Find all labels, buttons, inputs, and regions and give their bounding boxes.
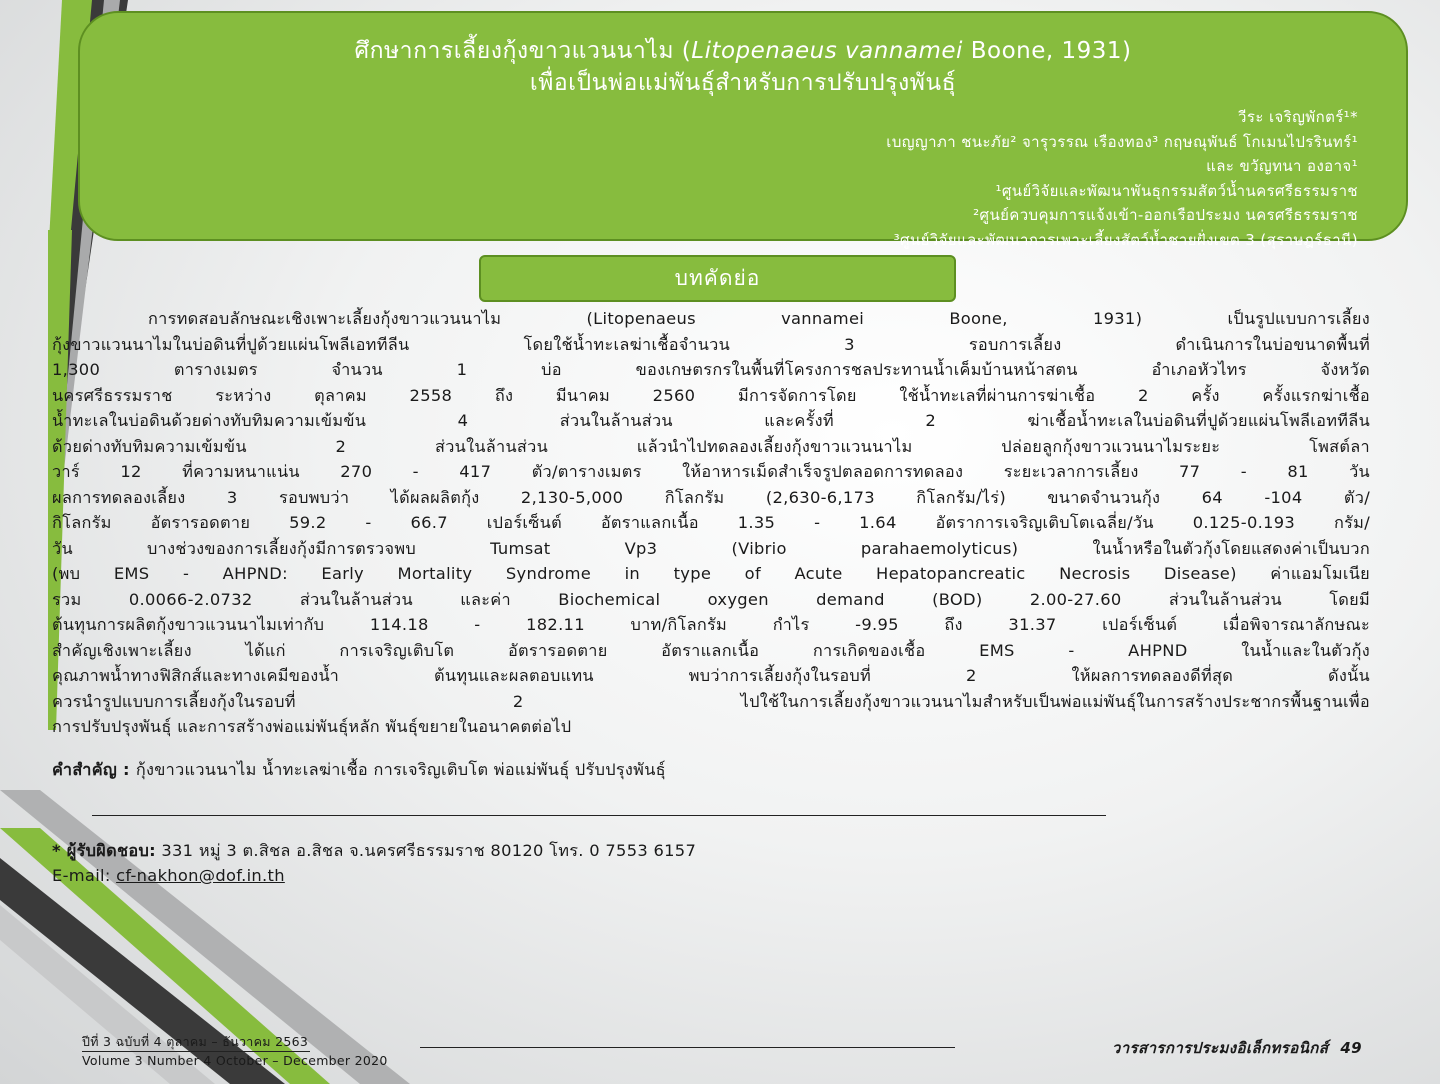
abstract-line: ผลการทดลองเลี้ยง 3 รอบพบว่า ได้ผลผลิตกุ้ง 2,130-5,000 กิโลกรัม (2,630-6,173 กิโลกรัม/ไร่) ขนาดจำนวนกุ้ง 64 -104 ตัว/: [52, 487, 1370, 507]
affiliation-line: ³ศูนย์วิจัยและพัฒนาการเพาะเลี้ยงสัตว์น้ำชายฝั่งเขต 3 (สุราษฎร์ธานี): [893, 230, 1358, 249]
author-line: วีระ เจริญพักตร์¹*: [1238, 108, 1358, 126]
affiliation-line: ²ศูนย์ควบคุมการแจ้งเข้า-ออกเรือประมง นครศรีธรรมราช: [973, 206, 1358, 224]
keywords: [52, 757, 666, 783]
correspondence-email-line: [52, 863, 696, 888]
title-line-1: [80, 33, 1406, 69]
abstract-line: กิโลกรัม อัตรารอดตาย 59.2 - 66.7 เปอร์เซ็นต์ อัตราแลกเนื้อ 1.35 - 1.64 อัตราการเจริญเติบโตเฉลี่ย/วัน 0.125-0.193 กรัม/: [52, 513, 1370, 532]
correspondence-address-line: [52, 838, 696, 863]
abstract-line: การปรับปรุงพันธุ์ และการสร้างพ่อแม่พันธุ์หลัก พันธุ์ขยายในอนาคตต่อไป: [52, 717, 572, 736]
title-authority: Boone, 1931): [962, 38, 1132, 64]
email-link[interactable]: cf-nakhon@dof.in.th: [116, 866, 285, 885]
abstract-line: น้ำทะเลในบ่อดินด้วยด่างทับทิมความเข้มข้น 4 ส่วนในล้านส่วน และครั้งที่ 2 ฆ่าเชื้อน้ำทะเลในบ่อดินที่ปูด้วยแผ่นโพลีเอททีลีน: [52, 411, 1370, 430]
abstract-line: การทดสอบลักษณะเชิงเพาะเลี้ยงกุ้งขาวแวนนาไม (Litopenaeus vannamei Boone, 1931) เป็นรูปแบบการเลี้ยง: [148, 309, 1370, 328]
title-line-2: เพื่อเป็นพ่อแม่พันธุ์สำหรับการปรับปรุงพันธุ์: [529, 70, 957, 96]
keywords-text: กุ้งขาวแวนนาไม น้ำทะเลฆ่าเชื้อ การเจริญเติบโต พ่อแม่พันธุ์ ปรับปรุงพันธุ์: [135, 760, 666, 779]
title-box: [78, 11, 1408, 249]
keywords-label: คำสำคัญ :: [52, 760, 136, 779]
email-label: E-mail:: [52, 866, 117, 885]
abstract-line: (พบ EMS - AHPND: Early Mortality Syndrome in type of Acute Hepatopancreatic Necrosis Disease) ค่าแอมโมเนีย: [52, 564, 1370, 583]
abstract-line: 1,300 ตารางเมตร จำนวน 1 บ่อ ของเกษตรกรในพื้นที่โครงการชลประทานน้ำเค็มบ้านหน้าสตน อำเภอหัวไทร จังหวัด: [52, 360, 1370, 379]
author-list: [886, 105, 1358, 252]
abstract-line: วัน บางช่วงของการเลี้ยงกุ้งมีการตรวจพบ Tumsat Vp3 (Vibrio parahaemolyticus) ในน้ำหรือในตัวกุ้งโดยแสดงค่าเป็นบวก: [52, 538, 1370, 558]
footer-english-issue: Volume 3 Number 4 October – December 2020: [82, 1053, 388, 1068]
correspondence-address: 331 หมู่ 3 ต.สิชล อ.สิชล จ.นครศรีธรรมราช 80120 โทร. 0 7553 6157: [155, 841, 697, 860]
abstract-line: ต้นทุนการผลิตกุ้งขาวแวนนาไมเท่ากับ 114.18 - 182.11 บาท/กิโลกรัม กำไร -9.95 ถึง 31.37 เปอร์เซ็นต์ เมื่อพิจารณาลักษณะ: [52, 615, 1370, 634]
abstract-line: รวม 0.0066-2.0732 ส่วนในล้านส่วน และค่า Biochemical oxygen demand (BOD) 2.00-27.60 ส่วนในล้านส่วน โดยมี: [52, 589, 1370, 609]
correspondence-label: * ผู้รับผิดชอบ:: [52, 841, 156, 860]
footer-issue: [82, 1033, 388, 1070]
footer-journal: [1112, 1036, 1362, 1060]
affiliation-line: ¹ศูนย์วิจัยและพัฒนาพันธุกรรมสัตว์น้ำนครศรีธรรมราช: [995, 181, 1358, 200]
page-number: 49: [1340, 1039, 1362, 1057]
title-scientific-name: Litopenaeus vannamei: [691, 38, 963, 64]
author-line: และ ขวัญทนา องอาจ¹: [1206, 157, 1358, 175]
abstract-body: [52, 306, 1370, 740]
footer-rule: [420, 1047, 955, 1048]
abstract-line: กุ้งขาวแวนนาไมในบ่อดินที่ปูด้วยแผ่นโพลีเอททีลีน โดยใช้น้ำทะเลฆ่าเชื้อจำนวน 3 รอบการเลี้ยง ดำเนินการในบ่อขนาดพื้นที่: [52, 334, 1370, 354]
abstract-line: นครศรีธรรมราช ระหว่าง ตุลาคม 2558 ถึง มีนาคม 2560 มีการจัดการโดย ใช้น้ำทะเลที่ผ่านการฆ่าเชื้อ 2 ครั้ง ครั้งแรกฆ่าเชื้อ: [52, 385, 1370, 405]
footer-thai-issue: ปีที่ 3 ฉบับที่ 4 ตุลาคม – ธันวาคม 2563: [82, 1033, 310, 1052]
journal-name: วารสารการประมงอิเล็กทรอนิกส์: [1111, 1039, 1329, 1057]
abstract-line: คุณภาพน้ำทางฟิสิกส์และทางเคมีของน้ำ ต้นทุนและผลตอบแทน พบว่าการเลี้ยงกุ้งในรอบที่ 2 ให้ผลการทดลองดีที่สุด ดังนั้น: [52, 666, 1370, 685]
title-thai: ศึกษาการเลี้ยงกุ้งขาวแวนนาไม (: [354, 38, 692, 64]
correspondence: [52, 838, 696, 888]
abstract-line: ด้วยด่างทับทิมความเข้มข้น 2 ส่วนในล้านส่วน แล้วนำไปทดลองเลี้ยงกุ้งขาวแวนนาไม ปล่อยลูกกุ้งขาวแวนนาไมระยะ โพสต์ลา: [52, 436, 1370, 456]
abstract-line: ควรนำรูปแบบการเลี้ยงกุ้งในรอบที่ 2 ไปใช้ในการเลี้ยงกุ้งขาวแวนนาไมสำหรับเป็นพ่อแม่พันธุ์ในการสร้างประชากรพื้นฐานเพื่อ: [52, 691, 1370, 711]
abstract-line: วาร์ 12 ที่ความหนาแน่น 270 - 417 ตัว/ตารางเมตร ให้อาหารเม็ดสำเร็จรูปตลอดการทดลอง ระยะเวลาการเลี้ยง 77 - 81 วัน: [52, 462, 1370, 481]
footnote-separator: [92, 815, 1106, 816]
abstract-line: สำคัญเชิงเพาะเลี้ยง ได้แก่ การเจริญเติบโต อัตรารอดตาย อัตราแลกเนื้อ การเกิดของเชื้อ EMS - AHPND ในน้ำและในตัวกุ้ง: [52, 640, 1370, 660]
author-line: เบญญาภา ชนะภัย² จารุวรรณ เรืองทอง³ กฤษณุพันธ์ โกเมนไปรรินทร์¹: [886, 132, 1358, 151]
abstract-heading: บทคัดย่อ: [479, 255, 956, 302]
